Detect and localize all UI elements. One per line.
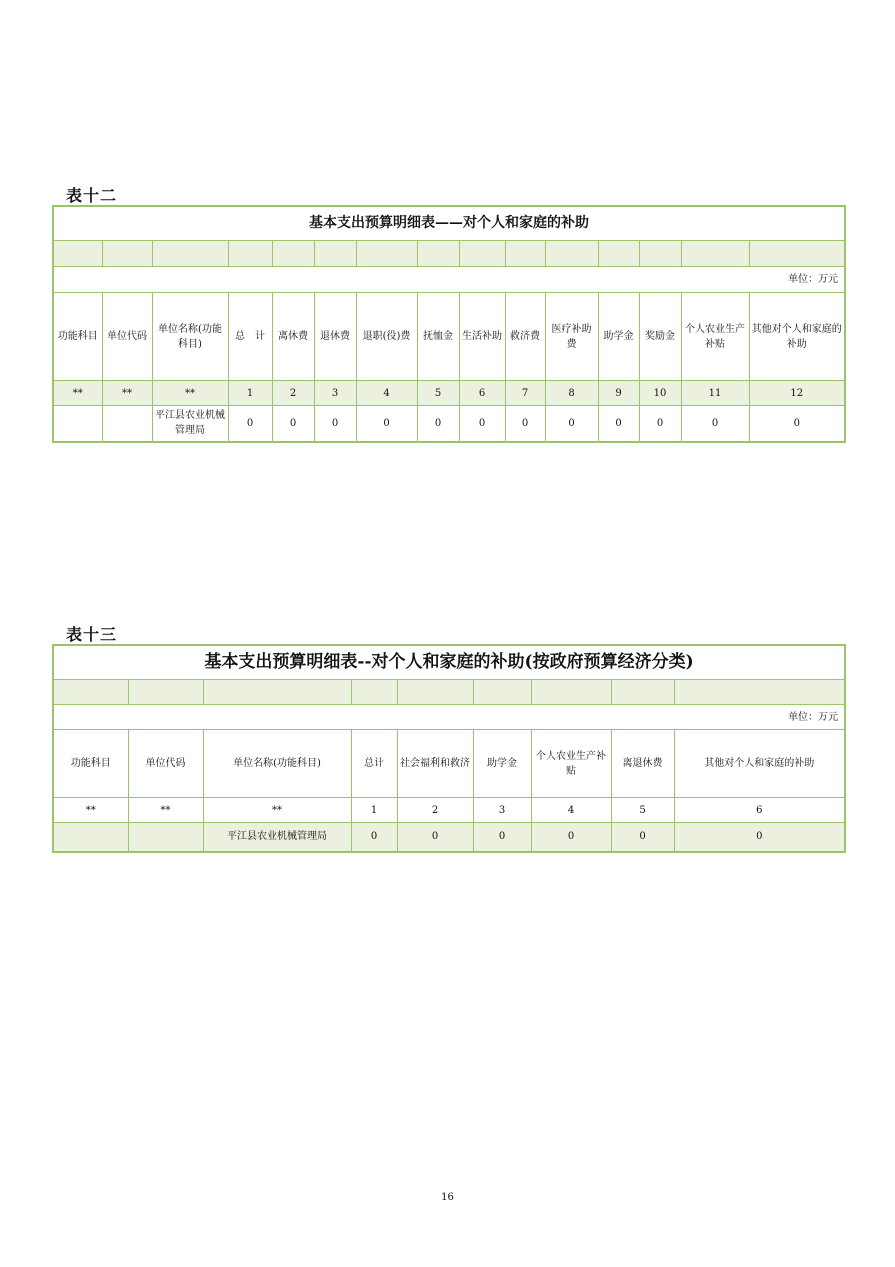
data-cell: 平江县农业机械管理局 <box>203 823 351 852</box>
index-cell: 2 <box>397 798 473 823</box>
data-cell: 0 <box>505 406 545 442</box>
column-header: 离退休费 <box>611 730 674 798</box>
column-header: 功能科目 <box>53 293 102 381</box>
data-cell: 0 <box>459 406 505 442</box>
data-cell: 0 <box>545 406 598 442</box>
table12-title: 基本支出预算明细表——对个人和家庭的补助 <box>53 206 845 241</box>
column-header: 单位代码 <box>102 293 152 381</box>
data-cell: 0 <box>749 406 845 442</box>
data-cell: 0 <box>611 823 674 852</box>
data-cell: 0 <box>473 823 531 852</box>
column-header: 单位代码 <box>128 730 203 798</box>
column-header: 退休费 <box>314 293 356 381</box>
page-number: 16 <box>441 1192 454 1203</box>
index-cell: ** <box>102 381 152 406</box>
index-cell: 9 <box>598 381 639 406</box>
index-cell: 1 <box>228 381 272 406</box>
column-header: 生活补助 <box>459 293 505 381</box>
table13-title: 基本支出预算明细表--对个人和家庭的补助(按政府预算经济分类) <box>53 645 845 680</box>
index-cell: 8 <box>545 381 598 406</box>
data-cell <box>128 823 203 852</box>
column-header: 个人农业生产补贴 <box>531 730 611 798</box>
column-header: 医疗补助费 <box>545 293 598 381</box>
column-header: 其他对个人和家庭的补助 <box>749 293 845 381</box>
index-cell: 7 <box>505 381 545 406</box>
index-cell: 11 <box>681 381 749 406</box>
data-cell: 0 <box>314 406 356 442</box>
table12-label: 表十二 <box>66 186 118 205</box>
data-cell: 0 <box>674 823 845 852</box>
data-cell: 0 <box>272 406 314 442</box>
data-cell: 0 <box>356 406 417 442</box>
index-cell: 3 <box>473 798 531 823</box>
index-cell: 4 <box>356 381 417 406</box>
data-cell <box>53 406 102 442</box>
table13 <box>52 644 846 853</box>
data-cell: 0 <box>351 823 397 852</box>
column-header: 救济费 <box>505 293 545 381</box>
index-cell: 4 <box>531 798 611 823</box>
table12-header-row <box>53 293 845 381</box>
table-row <box>53 823 845 852</box>
column-header: 助学金 <box>473 730 531 798</box>
column-header: 个人农业生产补贴 <box>681 293 749 381</box>
index-cell: ** <box>53 798 128 823</box>
table12 <box>52 205 846 443</box>
index-cell: ** <box>203 798 351 823</box>
index-cell: 10 <box>639 381 681 406</box>
column-header: 总 计 <box>228 293 272 381</box>
table12-index-row <box>53 381 845 406</box>
column-header: 奖励金 <box>639 293 681 381</box>
table13-index-row <box>53 798 845 823</box>
column-header: 离休费 <box>272 293 314 381</box>
index-cell: 5 <box>417 381 459 406</box>
data-cell: 0 <box>417 406 459 442</box>
column-header: 退职(役)费 <box>356 293 417 381</box>
column-header: 单位名称(功能科目) <box>203 730 351 798</box>
data-cell: 0 <box>228 406 272 442</box>
data-cell: 0 <box>397 823 473 852</box>
column-header: 总计 <box>351 730 397 798</box>
index-cell: 5 <box>611 798 674 823</box>
data-cell: 0 <box>681 406 749 442</box>
index-cell: 6 <box>674 798 845 823</box>
column-header: 抚恤金 <box>417 293 459 381</box>
table13-header-row <box>53 730 845 798</box>
column-header: 单位名称(功能科目) <box>152 293 228 381</box>
index-cell: ** <box>152 381 228 406</box>
column-header: 助学金 <box>598 293 639 381</box>
index-cell: ** <box>128 798 203 823</box>
data-cell: 0 <box>598 406 639 442</box>
table13-unit: 单位：万元 <box>53 705 845 730</box>
index-cell: ** <box>53 381 102 406</box>
data-cell: 0 <box>531 823 611 852</box>
index-cell: 12 <box>749 381 845 406</box>
table13-label: 表十三 <box>66 625 118 644</box>
index-cell: 1 <box>351 798 397 823</box>
index-cell: 3 <box>314 381 356 406</box>
index-cell: 6 <box>459 381 505 406</box>
data-cell: 平江县农业机械管理局 <box>152 406 228 442</box>
data-cell <box>53 823 128 852</box>
column-header: 其他对个人和家庭的补助 <box>674 730 845 798</box>
index-cell: 2 <box>272 381 314 406</box>
table12-unit: 单位：万元 <box>53 267 845 293</box>
data-cell <box>102 406 152 442</box>
column-header: 功能科目 <box>53 730 128 798</box>
data-cell: 0 <box>639 406 681 442</box>
column-header: 社会福利和救济 <box>397 730 473 798</box>
table-row <box>53 406 845 442</box>
